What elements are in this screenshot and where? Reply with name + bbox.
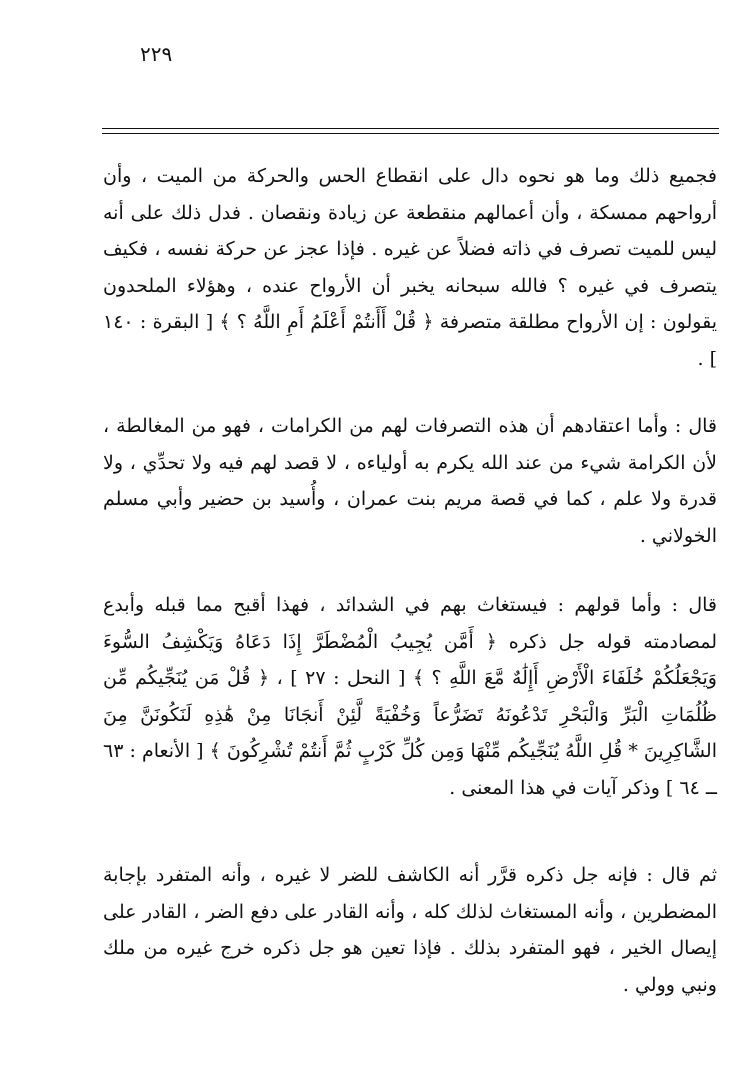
paragraph-1 xyxy=(103,158,717,377)
header-rule-top xyxy=(102,128,719,129)
paragraph-text: قال : وأما قولهم : فيستغاث بهم في الشدائد ، فهذا أقبح مما قبله وأبدع لمصادمته قوله جل ذكره ﴿ أَمَّن يُجِيبُ الْمُضْطَرَّ إِذَا دَعَاهُ وَيَكْشِفُ السُّوءَ وَيَجْعَلُكُمْ خُلَفَاءَ الْأَرْضِ أَإِلَٰهٌ مَّعَ اللَّهِ ؟ ﴾ [ النحل : ٢٧ ] ، ﴿ قُلْ مَن يُنَجِّيكُم مِّن ظُلُمَاتِ الْبَرِّ وَالْبَحْرِ تَدْعُونَهُ تَضَرُّعاً وَخُفْيَةً لَّئِنْ أَنجَانَا مِنْ هَٰذِهِ لَنَكُونَنَّ مِنَ الشَّاكِرِينَ * قُلِ اللَّهُ يُنَجِّيكُم مِّنْهَا وَمِن كُلِّ كَرْبٍ ثُمَّ أَنتُمْ تُشْرِكُونَ ﴾ [ الأنعام : ٦٣ ــ ٦٤ ] وذكر آيات في هذا المعنى . xyxy=(103,594,717,799)
paragraph-4 xyxy=(103,857,717,1003)
page-number: ٢٢٩ xyxy=(140,42,173,66)
paragraph-3 xyxy=(103,587,717,806)
paragraph-text: قال : وأما اعتقادهم أن هذه التصرفات لهم من الكرامات ، فهو من المغالطة ، لأن الكرامة شيء من عند الله يكرم به أولياءه ، لا قصد لهم فيه ولا تحدِّي ، ولا قدرة ولا علم ، كما في قصة مريم بنت عمران ، وأُسيد بن حضير وأبي مسلم الخولاني . xyxy=(103,415,717,547)
paragraph-text: ثم قال : فإنه جل ذكره قرَّر أنه الكاشف للضر لا غيره ، وأنه المتفرد بإجابة المضطرين ، وأنه المستغاث لذلك كله ، وأنه القادر على دفع الضر ، القادر على إيصال الخير ، فهو المتفرد بذلك . فإذا تعين هو جل ذكره خرج غيره من ملك ونبي وولي . xyxy=(103,864,717,996)
header-rule-bottom xyxy=(102,133,719,134)
paragraph-text: فجميع ذلك وما هو نحوه دال على انقطاع الحس والحركة من الميت ، وأن أرواحهم ممسكة ، وأن أعمالهم منقطعة عن زيادة ونقصان . فدل ذلك على أنه ليس للميت تصرف في ذاته فضلاً عن غيره . فإذا عجز عن حركة نفسه ، فكيف يتصرف في غيره ؟ فالله سبحانه يخبر أن الأرواح عنده ، وهؤلاء الملحدون يقولون : إن الأرواح مطلقة متصرفة ﴿ قُلْ أَأَنتُمْ أَعْلَمُ أَمِ اللَّهُ ؟ ﴾ [ البقرة : ١٤٠ ] . xyxy=(103,165,717,370)
paragraph-2 xyxy=(103,408,717,554)
